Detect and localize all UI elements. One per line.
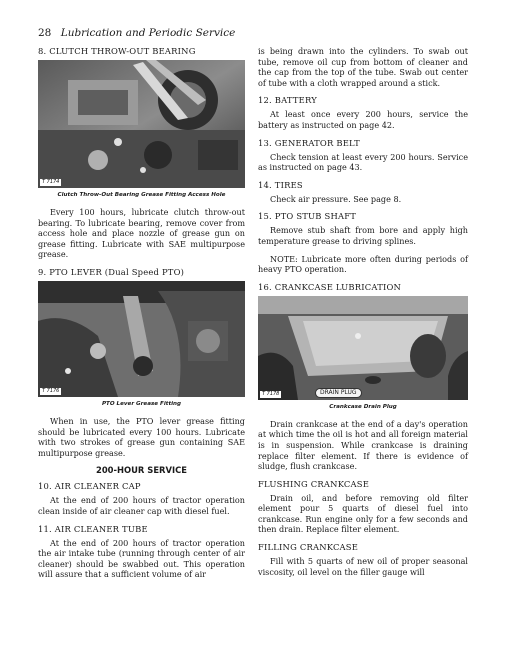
section-10-title: 10. AIR CLEANER CAP — [38, 481, 141, 492]
figure-caption: PTO Lever Grease Fitting — [101, 400, 182, 407]
drain-plug-label: DRAIN PLUG — [315, 388, 362, 398]
section-8-text: Every 100 hours, lubricate clutch throw-out bearing. To lubricate bearing, remove cover from access hole and place nozzle of grease gun on grease fitting. Lubricate with SAE multipurpose grease. — [38, 207, 245, 260]
page-number: 28 — [38, 27, 52, 39]
figure-caption: Clutch Throw-Out Bearing Grease Fitting Access Hole — [57, 192, 226, 198]
section-8-title: 8. CLUTCH THROW-OUT BEARING — [38, 46, 196, 56]
section-14-title: 14. TIRES — [258, 179, 303, 190]
crankcase-drain-photo — [258, 296, 468, 400]
section-13-text: Check tension at least every 200 hours. Service as instructed on page 43. — [258, 151, 468, 173]
page-header — [38, 27, 235, 39]
section-14-text: Check air pressure. See page 8. — [270, 193, 402, 204]
section-9-title: 9. PTO LEVER (Dual Speed PTO) — [38, 266, 185, 277]
left-column — [38, 46, 245, 587]
service-heading: 200-HOUR SERVICE — [96, 465, 187, 476]
flushing-title: FLUSHING CRANKCASE — [258, 478, 370, 489]
section-10-text: At the end of 200 hours of tractor operation clean inside of air cleaner cap with diesel fuel. — [38, 495, 245, 516]
section-15-title: 15. PTO STUB SHAFT — [258, 211, 357, 222]
section-12-text: At least once every 200 hours, service the battery as instructed on page 42. — [258, 109, 468, 130]
figure-code: T 7176 — [42, 387, 60, 394]
right-column — [258, 46, 468, 584]
continued-text: is being drawn into the cylinders. To swab out tube, remove oil cup from bottom of cleaner and the cap from the top of the tube. Swab out center of tube with a cloth wrapped around a stick. — [258, 46, 468, 88]
section-15-text: Remove stub shaft from bore and apply high temperature grease to driving splines. — [258, 225, 468, 246]
flushing-text: Drain oil, and before removing old filter element pour 5 quarts of diesel fuel into crankcase. Run engine only for a few seconds and then drain. Replace filter element. — [258, 492, 468, 535]
filling-text: Fill with 5 quarts of new oil of proper seasonal viscosity, oil level on the filler gauge will — [258, 556, 468, 577]
section-12-title: 12. BATTERY — [258, 95, 317, 106]
pto-lever-photo — [38, 281, 245, 397]
page-header-title: Lubrication and Periodic Service — [60, 27, 236, 39]
figure-code: T 7178 — [262, 390, 280, 397]
section-11-title: 11. AIR CLEANER TUBE — [38, 523, 148, 534]
filling-title: FILLING CRANKCASE — [258, 542, 359, 553]
section-16-title: 16. CRANKCASE LUBRICATION — [258, 281, 402, 292]
section-9-text: When in use, the PTO lever grease fitting should be lubricated every 100 hours. Lubricate with two strokes of grease gun containing SAE multipurpose grease. — [38, 415, 245, 458]
note-text: NOTE: Lubricate more often during periods of heavy PTO operation. — [258, 253, 468, 275]
clutch-bearing-photo — [38, 60, 245, 188]
figure-caption: Crankcase Drain Plug — [329, 403, 397, 410]
section-16-text: Drain crankcase at the end of a day's operation at which time the oil is hot and all foreign material is in suspension. While crankcase is draining replace filter element. If there is evidence of sludge, flush crankcase. — [258, 418, 468, 472]
figure-code: T 7174 — [42, 179, 60, 185]
section-13-title: 13. GENERATOR BELT — [258, 137, 360, 148]
section-11-text: At the end of 200 hours of tractor operation the air intake tube (running through center of air cleaner) should be swabbed out. This operation will assure that a sufficient volume of air — [38, 537, 245, 580]
